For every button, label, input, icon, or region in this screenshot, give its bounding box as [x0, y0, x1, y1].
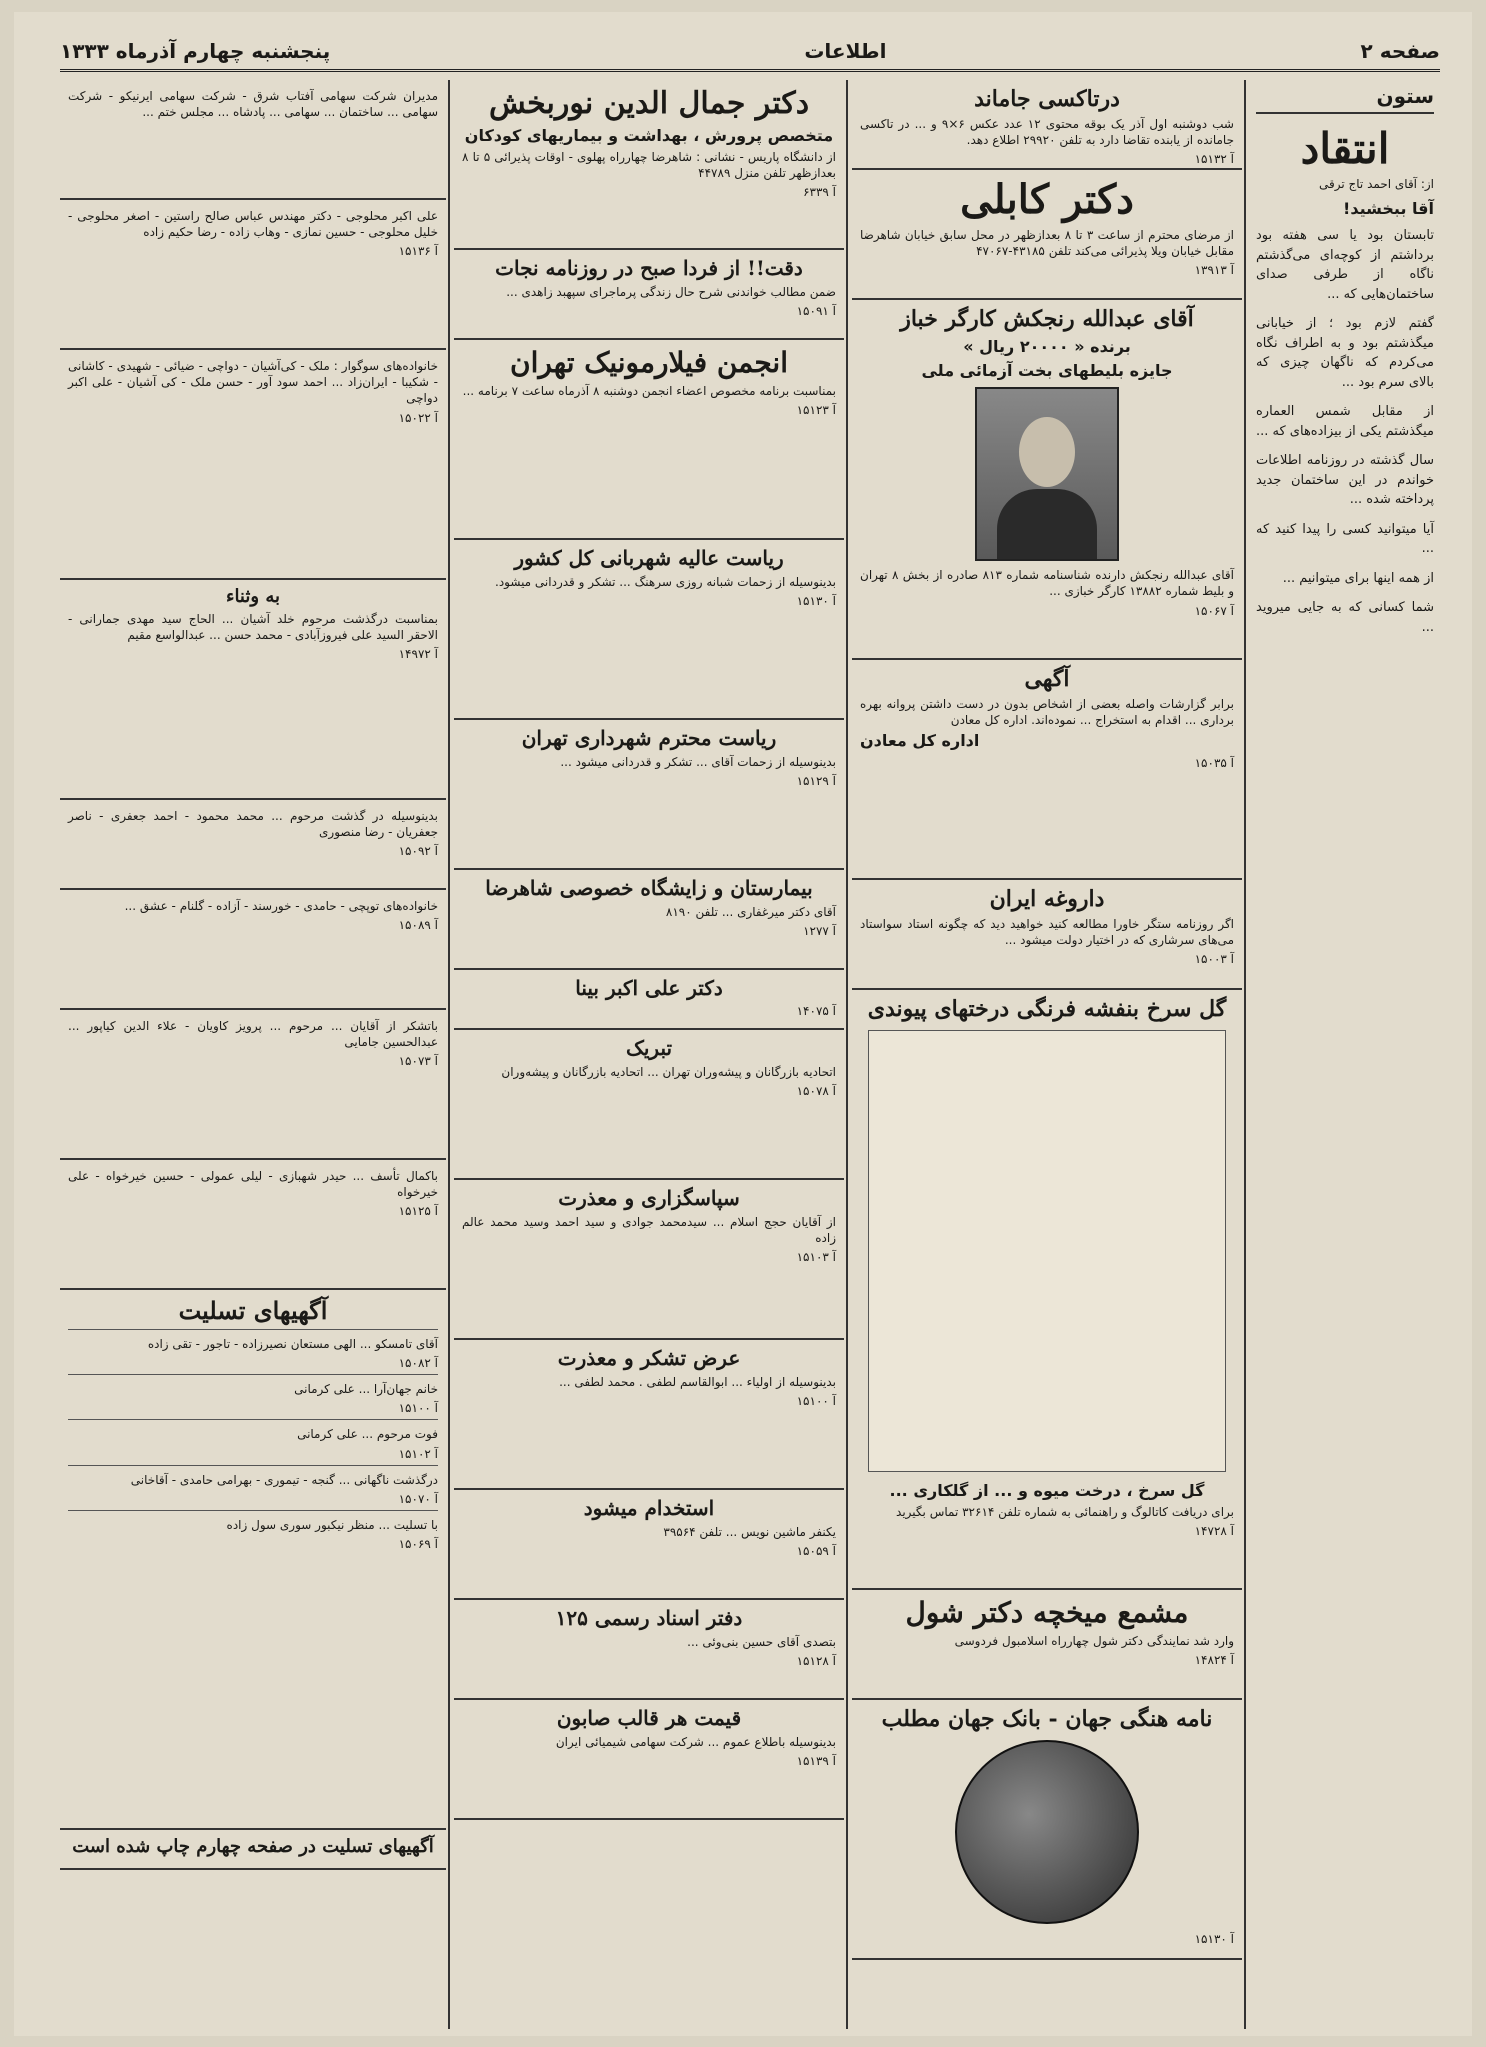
- ad-text: بدینوسیله از اولیاء ... ابوالقاسم لطفی . محمد لطفی ...: [559, 1375, 836, 1389]
- ad-title: آگهی: [1024, 666, 1070, 692]
- ad-code: آ ۱۴۹۷۲: [398, 647, 438, 662]
- ad-text: مدیران شرکت سهامی آفتاب شرق - شرکت سهامی ایرنیکو - شرکت سهامی ... ساختمان ... سهامی ... پادشاه ... مجلس ختم ...: [68, 89, 438, 120]
- ad-text: خانواده‌های توپچی - حامدی - خورسند - آزاده - گلنام - عشق ...: [124, 899, 438, 913]
- ad-subtitle: متخصص پرورش ، بهداشت و بیماریهای کودکان: [464, 126, 834, 145]
- globe-illustration: [955, 1740, 1139, 1924]
- ad-box: [852, 1590, 1242, 1700]
- editorial-paragraph: سال گذشته در روزنامه اطلاعات خواندم در این ساختمان جدید پرداخته شده ...: [1256, 453, 1434, 507]
- ad-text: ضمن مطالب خواندنی شرح حال زندگی پرماجرای سپهبد زاهدی ...: [506, 285, 836, 299]
- ad-text: آقای عبدالله رنجکش دارنده شناسنامه شماره ۸۱۳ صادره از بخش ۸ تهران و بلیط شماره ۱۳۸۸۲ کارگر خبازی ...: [860, 568, 1235, 599]
- ad-title: مشمع میخچه دکتر شول: [905, 1596, 1189, 1629]
- ads-column-3: [852, 80, 1242, 2029]
- ad-text: بدینوسیله باطلاع عموم ... شرکت سهامی شیمیائی ایران: [555, 1735, 836, 1749]
- condolence-item: [68, 1419, 438, 1464]
- ad-box: [454, 1180, 844, 1340]
- ad-title: ریاست عالیه شهربانی کل کشور: [514, 546, 784, 570]
- ad-text: بمناسبت برنامه مخصوص اعضاء انجمن دوشنبه ۸ آذرماه ساعت ۷ برنامه ...: [462, 384, 836, 398]
- editorial-author: از: آقای احمد تاج ترقی: [1319, 177, 1434, 191]
- ad-title: دفتر اسناد رسمی ۱۲۵: [555, 1606, 743, 1630]
- condolence-item: [68, 1374, 438, 1419]
- ad-box: [60, 1010, 446, 1160]
- ad-code: آ ۱۵۱۳۰: [796, 594, 836, 609]
- ad-code: آ ۱۵۱۲۳: [796, 403, 836, 418]
- ad-box: [60, 580, 446, 800]
- ad-code: آ ۱۵۱۰۰: [398, 1401, 438, 1416]
- ad-box: [60, 1290, 446, 1830]
- ad-title: بیمارستان و زایشگاه خصوصی شاهرضا: [485, 876, 813, 900]
- ad-code: آ ۱۵۱۲۹: [796, 774, 836, 789]
- ad-text: وارد شد نمایندگی دکتر شول چهارراه اسلامبول فردوسی: [954, 1634, 1234, 1648]
- ad-code: آ ۱۴۰۷۵: [796, 1004, 836, 1018]
- ad-title: آقای عبدالله رنجکش کارگر خباز: [900, 306, 1194, 332]
- ad-box: [454, 340, 844, 540]
- editorial-body: [1256, 226, 1434, 637]
- ad-title: استخدام میشود: [583, 1496, 715, 1520]
- column-rule: [846, 80, 848, 2029]
- condolence-text: با تسلیت ... منظر نیکبور سوری سول زاده: [226, 1517, 438, 1532]
- ad-title: نامه هنگی جهان - بانک جهان مطلب: [881, 1706, 1213, 1732]
- column-rule: [448, 80, 450, 2029]
- ad-box: [454, 1600, 844, 1700]
- ad-text: باتشکر از آقایان ... مرحوم ... پرویز کاویان - علاء الدین کیاپور ... عبدالحسین جامایی: [68, 1019, 438, 1050]
- portrait-head: [1019, 417, 1075, 487]
- ad-box: [852, 1700, 1242, 1960]
- ad-code: آ ۱۵۰۰۳: [1194, 952, 1234, 967]
- ad-title: دقت!! از فردا صبح در روزنامه نجات: [495, 256, 803, 280]
- ad-text: بتصدی آقای حسین بنی‌وئی ...: [687, 1635, 836, 1649]
- ad-subtitle: برنده « ۲۰۰۰۰ ریال »: [963, 337, 1131, 356]
- ad-code: آ ۱۵۰۸۹: [398, 918, 438, 933]
- ads-column-1: [60, 80, 446, 2029]
- ad-text: اگر روزنامه ستگر خاورا مطالعه کنید خواهید دید که چگونه استاد سواستاد می‌های سرشاری که در اختیار دولت میشود ...: [860, 917, 1234, 948]
- condolence-text: آقای تامسکو ... الهی مستعان نصیرزاده - تاجور - تقی زاده: [147, 1337, 438, 1351]
- ad-box: [454, 1030, 844, 1180]
- ad-text: بدینوسیله از زحمات شبانه روزی سرهنگ ... تشکر و قدردانی میشود.: [495, 575, 836, 589]
- ad-code: آ ۱۲۷۷: [803, 924, 836, 939]
- ad-text: بمناسبت درگذشت مرحوم خلد آشیان ... الحاج سید مهدی جمارانی - الاحقر السید علی فیروزآبادی - محمد حسن ... عبدالواسع مقیم: [68, 612, 438, 643]
- page-number: صفحه ۲: [1360, 39, 1440, 63]
- ad-title: تبریک: [625, 1036, 673, 1060]
- ad-box: [454, 1490, 844, 1600]
- ad-code: آ ۱۵۰۶۹: [398, 1536, 438, 1551]
- ad-box: [454, 80, 844, 250]
- ad-title: درتاکسی جاماند: [974, 86, 1120, 112]
- ad-text: از مرضای محترم از ساعت ۳ تا ۸ بعدازظهر در محل سابق خیابان شاهرضا مقابل خیابان ویلا پذیرائی می‌کند تلفن ۴۳۱۸۵-۴۷۰۶۷: [860, 228, 1234, 259]
- ad-note: جایزه بلیطهای بخت آزمائی ملی: [921, 360, 1173, 380]
- ad-text: علی اکبر محلوجی - دکتر مهندس عباس صالح راستین - اصغر محلوجی - خلیل محلوجی - حسین نمازی - وهاب زاده - رضا حکیم زاده: [68, 209, 438, 240]
- issue-date: پنجشنبه چهارم آذرماه ۱۳۳۳: [60, 39, 331, 63]
- ad-box: [454, 1700, 844, 1820]
- ad-text: اتحادیه بازرگانان و پیشه‌وران تهران ... اتحادیه بازرگانان و پیشه‌وران: [501, 1065, 836, 1079]
- ad-box: [454, 970, 844, 1030]
- ad-text: خانواده‌های سوگوار : ملک - کی‌آشیان - دواچی - ضیائی - شهیدی - کاشانی - شکیبا - ایران‌زاد ... احمد سود آور - حسن ملک - کی آشیان - علی اکبر دواچی: [68, 359, 438, 406]
- condolence-text: فوت مرحوم ... علی کرمانی: [297, 1427, 438, 1442]
- ad-title: قیمت هر قالب صابون: [556, 1706, 742, 1730]
- ad-text: بدینوسیله از زحمات آقای ... تشکر و قدردانی میشود ...: [560, 755, 836, 769]
- ad-code: آ ۱۵۰۲۲: [398, 410, 438, 425]
- ad-code: آ ۱۵۰۷۰: [398, 1491, 438, 1506]
- editorial-paragraph: شما کسانی که به جایی میروید ...: [1256, 600, 1434, 635]
- ad-title: عرض تشکر و معذرت: [557, 1346, 741, 1370]
- ad-box: [60, 890, 446, 1010]
- editorial-paragraph: از مقابل شمس العماره میگذشتم یکی از بیزاده‌های که ...: [1255, 404, 1434, 439]
- ad-box: [852, 990, 1242, 1590]
- portrait-photo: [975, 387, 1119, 561]
- ad-box: [60, 200, 446, 350]
- ad-code: آ ۱۴۸۲۴: [1194, 1653, 1234, 1668]
- ad-code: آ ۱۵۱۳۰: [1194, 1932, 1234, 1946]
- ad-signature: اداره کل معادن: [860, 731, 980, 751]
- ad-code: آ ۱۵۱۳۶: [398, 244, 438, 259]
- ad-code: آ ۱۵۱۰۳: [796, 1250, 836, 1265]
- editorial-column: [1250, 80, 1440, 2029]
- ads-column-2: [454, 80, 844, 2029]
- ad-box: [454, 870, 844, 970]
- ad-code: آ ۱۵۰۸۲: [398, 1356, 438, 1371]
- condolence-text: خانم جهان‌آرا ... علی کرمانی: [294, 1382, 438, 1397]
- ad-box: [852, 80, 1242, 170]
- ad-box: [60, 800, 446, 890]
- editorial-paragraph: تابستان بود یا سی هفته بود برداشتم از کوچه‌ای می‌گذشتم ناگاه از طرفی صدای ساختمان‌هایی که ...: [1256, 228, 1434, 302]
- ad-text: از آقایان حجج اسلام ... سیدمحمد جوادی و سید احمد وسید محمد عالم زاده: [462, 1215, 836, 1246]
- ad-code: آ ۱۵۱۰۲: [398, 1446, 438, 1461]
- ad-text: بدینوسیله در گذشت مرحوم ... محمد محمود - احمد جعفری - ناصر جعفریان - رضا منصوری: [68, 809, 438, 840]
- condolence-item: [68, 1510, 438, 1555]
- ad-tagline: گل سرخ ، درخت میوه و ... از گلکاری ...: [889, 1481, 1205, 1500]
- ad-title: آگهیهای تسلیت: [178, 1296, 328, 1325]
- ad-title: انجمن فیلارمونیک تهران: [510, 346, 788, 379]
- ad-code: آ ۱۵۰۶۷: [1194, 603, 1234, 618]
- ad-box: [454, 540, 844, 720]
- ad-title: به وثناء: [225, 586, 280, 607]
- ad-title: دکتر جمال الدین نوربخش: [488, 86, 810, 121]
- ad-box: [454, 720, 844, 870]
- ad-title: دکتر علی اکبر بینا: [575, 976, 723, 1000]
- editorial-paragraph: آیا میتوانید کسی را پیدا کنید که ...: [1256, 521, 1434, 556]
- ad-code: آ ۱۵۰۹۲: [398, 844, 438, 859]
- ad-box: [852, 170, 1242, 300]
- flower-illustration: [868, 1030, 1226, 1472]
- ad-text: یکنفر ماشین نویس ... تلفن ۳۹۵۶۴: [663, 1525, 836, 1539]
- ad-text: شب دوشنبه اول آذر یک بوقه محتوی ۱۲ عدد عکس ۶×۹ و ... در تاکسی جامانده از یابنده تقاضا دارد به تلفن ۲۹۹۲۰ اطلاع دهد.: [860, 117, 1234, 148]
- ad-code: آ ۱۳۹۱۳: [1194, 263, 1234, 278]
- editorial-paragraph: گفتم لازم بود ؛ از خیابانی میگذشتم بود و به اطراف نگاه می‌کردم که ناگهان چیزی که بالای سرم بود ...: [1256, 316, 1434, 390]
- ad-text: باکمال تأسف ... حیدر شهبازی - لیلی عمولی - حسین خیرخواه - علی خیرخواه: [68, 1169, 438, 1200]
- ad-code: آ ۱۵۰۹۱: [796, 304, 836, 319]
- column-rule: [1244, 80, 1246, 2029]
- condolence-item: [68, 1465, 438, 1510]
- ad-box: [60, 1830, 446, 1870]
- ad-code: آ ۱۵۱۳۹: [796, 1754, 836, 1769]
- ad-box: [60, 1160, 446, 1290]
- ad-code: آ ۱۵۰۷۳: [398, 1054, 438, 1069]
- masthead: [60, 22, 1440, 72]
- ad-code: آ ۱۵۱۳۲: [1194, 152, 1234, 167]
- portrait-body: [997, 489, 1097, 559]
- ad-title: آگهیهای تسلیت در صفحه چهارم چاپ شده است: [72, 1836, 434, 1857]
- ad-text: برابر گزارشات واصله بعضی از اشخاص بدون در دست داشتن پروانه بهره برداری ... اقدام به استخراج ... نموده‌اند. اداره کل معادن: [860, 697, 1234, 728]
- ad-text: برای دریافت کاتالوگ و راهنمائی به شماره تلفن ۳۲۶۱۴ تماس بگیرید: [896, 1504, 1234, 1519]
- ad-box: [454, 250, 844, 340]
- ad-code: آ ۱۵۰۷۸: [796, 1084, 836, 1099]
- ad-code: آ ۱۴۷۲۸: [1194, 1523, 1234, 1538]
- ad-text: آقای دکتر میرغفاری ... تلفن ۸۱۹۰: [665, 905, 836, 919]
- ad-box: [852, 300, 1242, 660]
- section-label: ستون: [1256, 80, 1434, 114]
- editorial-title: انتقاد: [1300, 124, 1390, 173]
- ad-title: داروغه ایران: [989, 886, 1105, 912]
- ad-code: آ ۱۵۱۲۸: [796, 1654, 836, 1669]
- ad-code: آ ۱۵۱۰۰: [796, 1394, 836, 1409]
- ad-code: آ ۶۳۳۹: [803, 184, 836, 199]
- ad-title: ریاست محترم شهرداری تهران: [521, 726, 777, 750]
- ad-box: [852, 660, 1242, 880]
- editorial-heading: آقا ببخشید!: [1343, 199, 1434, 218]
- ad-code: آ ۱۵۰۳۵: [1194, 755, 1234, 770]
- ad-title: سپاسگزاری و معذرت: [558, 1186, 740, 1210]
- ad-title: دکتر کابلی: [960, 176, 1134, 223]
- condolence-item: [68, 1329, 438, 1374]
- ad-text: از دانشگاه پاریس - نشانی : شاهرضا چهارراه پهلوی - اوقات پذیرائی ۵ تا ۸ بعدازظهر تلفن منزل ۴۴۷۸۹: [462, 149, 836, 180]
- paper-name: اطلاعات: [804, 39, 887, 63]
- ad-title: گل سرخ بنفشه فرنگی درختهای پیوندی: [867, 996, 1227, 1022]
- editorial-paragraph: از همه اینها برای میتوانیم ...: [1282, 570, 1434, 586]
- ad-box: [852, 880, 1242, 990]
- ad-code: آ ۱۵۰۵۹: [796, 1544, 836, 1559]
- condolence-text: درگذشت ناگهانی ... گنجه - تیموری - بهرامی حامدی - آقاخانی: [130, 1472, 438, 1487]
- ad-box: [454, 1340, 844, 1490]
- ad-box: [60, 350, 446, 580]
- ad-box: [60, 80, 446, 200]
- ad-code: آ ۱۵۱۲۵: [398, 1204, 438, 1219]
